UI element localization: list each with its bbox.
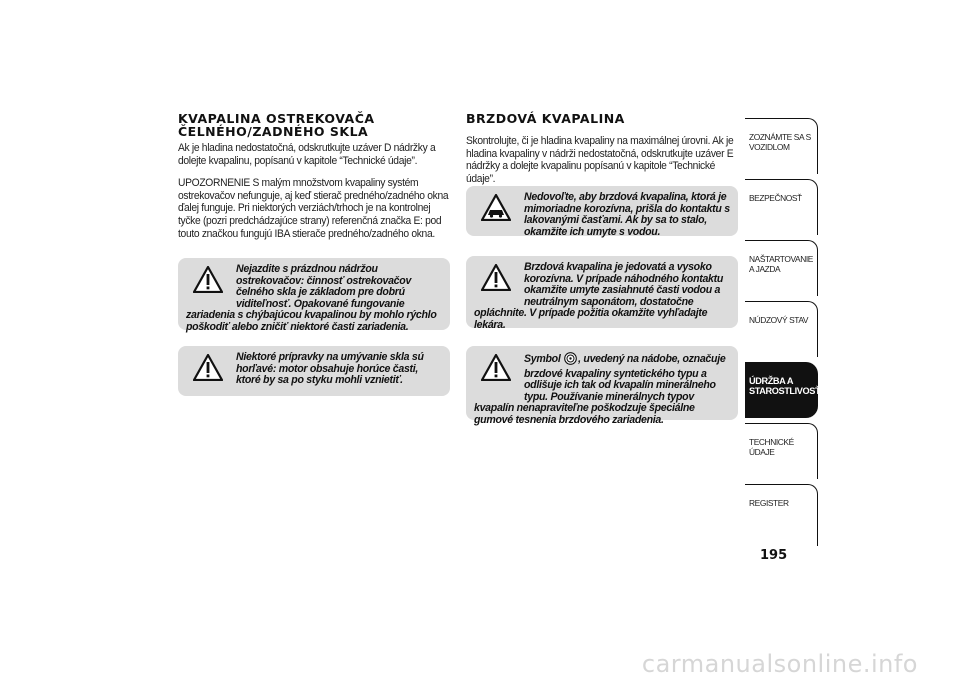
chapter-sidebar — [745, 118, 821, 546]
tab-technicke-udaje[interactable]: TECHNICKÉ ÚDAJE — [745, 423, 818, 479]
symbol-description: , uvedený na nádobe, označuje brzdové kvapaliny syntetického typu a odlišuje ich tak od kvapalín minerálneho typu. Používanie minerálnych typov kvapalín nenapraviteľne poškodzuje špeciálne gumové tesnenia brzdového zariadenia. — [474, 353, 726, 426]
tab-register[interactable]: REGISTER — [745, 484, 818, 546]
car-paint-damage-icon — [474, 194, 518, 234]
tab-vozidlo[interactable]: ZOZNÁMTE SA S VOZIDLOM — [745, 118, 818, 174]
warning-triangle-icon — [186, 266, 230, 306]
warning-text-washer-empty: Nejazdite s prázdnou nádržou ostrekovačov: činnosť ostrekovačov čelného skla je základom pre dobrú viditeľnosť. Opakované fungovanie zariadenia s chýbajúcou kvapalinou by mohlo rýchlo poškodiť alebo zničiť niektoré časti zariadenia. — [186, 263, 437, 333]
synthetic-fluid-symbol-icon — [564, 352, 577, 369]
right-column — [466, 112, 738, 185]
warning-triangle-icon — [186, 354, 230, 394]
left-column — [178, 112, 450, 240]
warning-box-paint-damage — [466, 186, 738, 236]
warning-text-paint-damage: Nedovoľte, aby brzdová kvapalina, ktorá je mimoriadne korozívna, prišla do kontaktu s lakovanými časťami. Ak by sa to stalo, okamžite ich umyte s vodou. — [524, 191, 730, 238]
symbol-word: Symbol — [524, 353, 561, 365]
tab-udrzba[interactable]: ÚDRŽBA A STAROSTLIVOSŤ — [745, 362, 818, 418]
section-heading-brake-fluid: BRZDOVÁ KVAPALINA — [466, 111, 625, 126]
page-number: 195 — [760, 548, 788, 563]
warning-box-synthetic-symbol — [466, 346, 738, 426]
warning-triangle-icon — [474, 354, 518, 394]
section-heading-washer-fluid: KVAPALINA OSTREKOVAČA ČELNÉHO/ZADNÉHO SKLA — [178, 111, 375, 139]
brake-paragraph-1: Skontrolujte, či je hladina kvapaliny na maximálnej úrovni. Ak je hladina kvapaliny v nádrži nedostatočná, odskrutkujte uzáver E nádržky a dolejte kvapalinu popísanú v kapitole “Technické údaje”. — [466, 135, 734, 185]
warning-box-washer-empty — [178, 258, 450, 333]
tab-bezpecnost[interactable]: BEZPEČNOSŤ — [745, 179, 818, 235]
tab-nudzovy-stav[interactable]: NÚDZOVÝ STAV — [745, 301, 818, 357]
washer-paragraph-1: Ak je hladina nedostatočná, odskrutkujte uzáver D nádržky a dolejte kvapalinu, popísanú v kapitole “Technické údaje”. — [178, 142, 436, 167]
warning-box-flammable — [178, 346, 450, 396]
warning-text-toxic: Brzdová kvapalina je jedovatá a vysoko korozívna. V prípade náhodného kontaktu okamžite umyte zasiahnuté časti vodou a neutrálnym saponátom, dostatočne opláchnite. V prípade požitia okamžite vyhľadajte lekára. — [474, 261, 724, 331]
watermark: carmanualsonline.info — [641, 650, 918, 678]
warning-box-toxic — [466, 256, 738, 331]
warning-text-flammable: Niektoré prípravky na umývanie skla sú horľavé: motor obsahuje horúce časti, ktoré by sa po styku mohli vznietiť. — [236, 351, 424, 387]
tab-startovanie[interactable]: NAŠTARTOVANIE A JAZDA — [745, 240, 818, 296]
warning-triangle-icon — [474, 264, 518, 304]
washer-paragraph-2: UPOZORNENIE S malým množstvom kvapaliny systém ostrekovačov nefunguje, aj keď stierač predného/zadného okna ďalej funguje. Pri niektorých verziách/trhoch je na kontrolnej tyčke (pozri predchádzajúce strany) referenčná značka E: pod touto značkou fungujú IBA stierače predného/zadného okna. — [178, 177, 449, 240]
